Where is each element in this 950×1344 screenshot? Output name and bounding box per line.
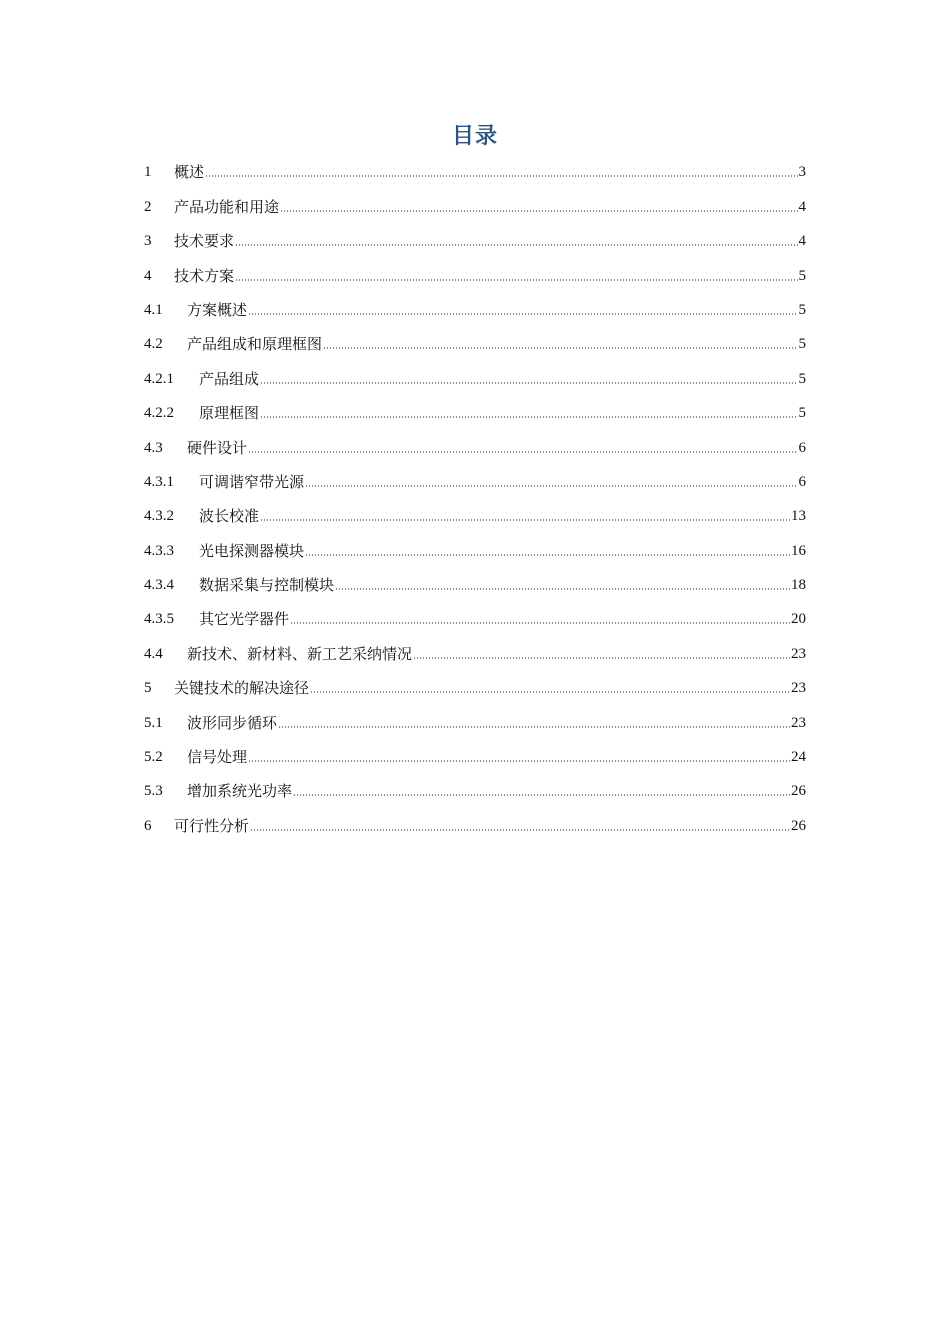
toc-entry-number: 2	[144, 198, 152, 215]
toc-entry-page-number: 16	[791, 542, 806, 559]
toc-dot-leader	[235, 279, 797, 281]
toc-dot-leader	[335, 588, 790, 590]
toc-entry-title: 产品功能和用途	[174, 197, 280, 216]
toc-entry-page-number: 5	[798, 301, 806, 318]
toc-dot-leader	[248, 451, 797, 453]
toc-entry-page-number: 18	[791, 577, 806, 594]
toc-entry[interactable]	[144, 422, 806, 456]
toc-entry-number: 5.2	[144, 749, 163, 766]
toc-entry-title: 原理框图	[199, 404, 260, 423]
toc-entry-number: 5	[144, 680, 152, 697]
toc-entry-page-number: 4	[798, 198, 806, 215]
toc-dot-leader	[250, 829, 790, 831]
toc-entry-number: 4.3.2	[144, 508, 174, 525]
toc-entry[interactable]	[144, 147, 806, 181]
toc-entry-page-number: 6	[798, 439, 806, 456]
toc-entry-page-number: 24	[791, 749, 806, 766]
toc-entry[interactable]	[144, 766, 806, 800]
toc-entry-title: 新技术、新材料、新工艺采纳情况	[187, 644, 413, 663]
toc-entry-number: 5.1	[144, 714, 163, 731]
toc-entry[interactable]	[144, 663, 806, 697]
toc-entry[interactable]	[144, 628, 806, 662]
toc-entry-number: 4.1	[144, 301, 163, 318]
toc-dot-leader	[260, 382, 797, 384]
toc-entry[interactable]	[144, 353, 806, 387]
toc-entry-title: 增加系统光功率	[187, 782, 293, 801]
toc-entry-number: 1	[144, 164, 152, 181]
toc-entry-title: 产品组成	[199, 369, 260, 388]
toc-entry-page-number: 20	[791, 611, 806, 628]
toc-entry[interactable]	[144, 457, 806, 491]
toc-entry-title: 方案概述	[187, 300, 248, 319]
toc-entry[interactable]	[144, 491, 806, 525]
toc-entry-title: 信号处理	[187, 748, 248, 767]
toc-entry-number: 4.2.2	[144, 405, 174, 422]
toc-entry-title: 可调谐窄带光源	[199, 472, 305, 491]
toc-entry[interactable]	[144, 560, 806, 594]
toc-entry-page-number: 5	[798, 370, 806, 387]
toc-entry[interactable]	[144, 732, 806, 766]
toc-entry-title: 波形同步循环	[187, 713, 278, 732]
toc-entry-number: 4.3	[144, 439, 163, 456]
toc-dot-leader	[310, 691, 790, 693]
toc-entry-page-number: 3	[798, 164, 806, 181]
toc-entry-number: 4.3.3	[144, 542, 174, 559]
toc-entry[interactable]	[144, 594, 806, 628]
table-of-contents	[144, 147, 806, 835]
toc-entry-title: 光电探测器模块	[199, 541, 305, 560]
toc-entry-number: 4.2	[144, 336, 163, 353]
toc-entry-page-number: 5	[798, 336, 806, 353]
toc-entry[interactable]	[144, 250, 806, 284]
toc-entry-page-number: 23	[791, 714, 806, 731]
toc-entry-page-number: 5	[798, 405, 806, 422]
toc-dot-leader	[413, 657, 790, 659]
toc-entry-page-number: 26	[791, 817, 806, 834]
toc-dot-leader	[205, 175, 797, 177]
toc-entry-page-number: 13	[791, 508, 806, 525]
toc-dot-leader	[280, 210, 797, 212]
toc-entry-page-number: 23	[791, 680, 806, 697]
toc-entry-page-number: 5	[798, 267, 806, 284]
toc-entry-title: 概述	[174, 163, 205, 182]
toc-entry-title: 技术方案	[174, 266, 235, 285]
toc-entry-page-number: 26	[791, 783, 806, 800]
toc-entry[interactable]	[144, 800, 806, 834]
toc-entry-title: 其它光学器件	[199, 610, 290, 629]
toc-entry-number: 4.2.1	[144, 370, 174, 387]
toc-entry-number: 4.3.1	[144, 473, 174, 490]
toc-dot-leader	[323, 347, 797, 349]
toc-entry-title: 波长校准	[199, 507, 260, 526]
toc-dot-leader	[248, 313, 797, 315]
toc-dot-leader	[293, 794, 790, 796]
toc-title: 目录	[451, 123, 498, 149]
toc-entry-title: 关键技术的解决途径	[174, 679, 310, 698]
toc-entry-title: 可行性分析	[174, 816, 250, 835]
toc-entry-page-number: 6	[798, 473, 806, 490]
toc-entry[interactable]	[144, 181, 806, 215]
toc-dot-leader	[235, 244, 797, 246]
toc-entry-page-number: 23	[791, 645, 806, 662]
toc-entry[interactable]	[144, 525, 806, 559]
toc-entry-number: 6	[144, 817, 152, 834]
toc-dot-leader	[305, 554, 790, 556]
toc-dot-leader	[278, 726, 790, 728]
toc-entry-page-number: 4	[798, 233, 806, 250]
toc-dot-leader	[260, 416, 797, 418]
toc-entry-number: 4.3.5	[144, 611, 174, 628]
toc-entry-number: 4.4	[144, 645, 163, 662]
toc-entry-number: 4	[144, 267, 152, 284]
toc-entry-number: 3	[144, 233, 152, 250]
toc-entry[interactable]	[144, 388, 806, 422]
toc-entry-title: 硬件设计	[187, 438, 248, 457]
toc-dot-leader	[290, 622, 790, 624]
toc-dot-leader	[260, 519, 790, 521]
toc-entry-number: 5.3	[144, 783, 163, 800]
toc-entry[interactable]	[144, 319, 806, 353]
toc-entry[interactable]	[144, 285, 806, 319]
toc-entry-title: 技术要求	[174, 232, 235, 251]
toc-entry[interactable]	[144, 216, 806, 250]
toc-entry-number: 4.3.4	[144, 577, 174, 594]
toc-entry-title: 产品组成和原理框图	[187, 335, 323, 354]
toc-dot-leader	[305, 485, 797, 487]
toc-dot-leader	[248, 760, 790, 762]
toc-entry[interactable]	[144, 697, 806, 731]
toc-entry-title: 数据采集与控制模块	[199, 576, 335, 595]
